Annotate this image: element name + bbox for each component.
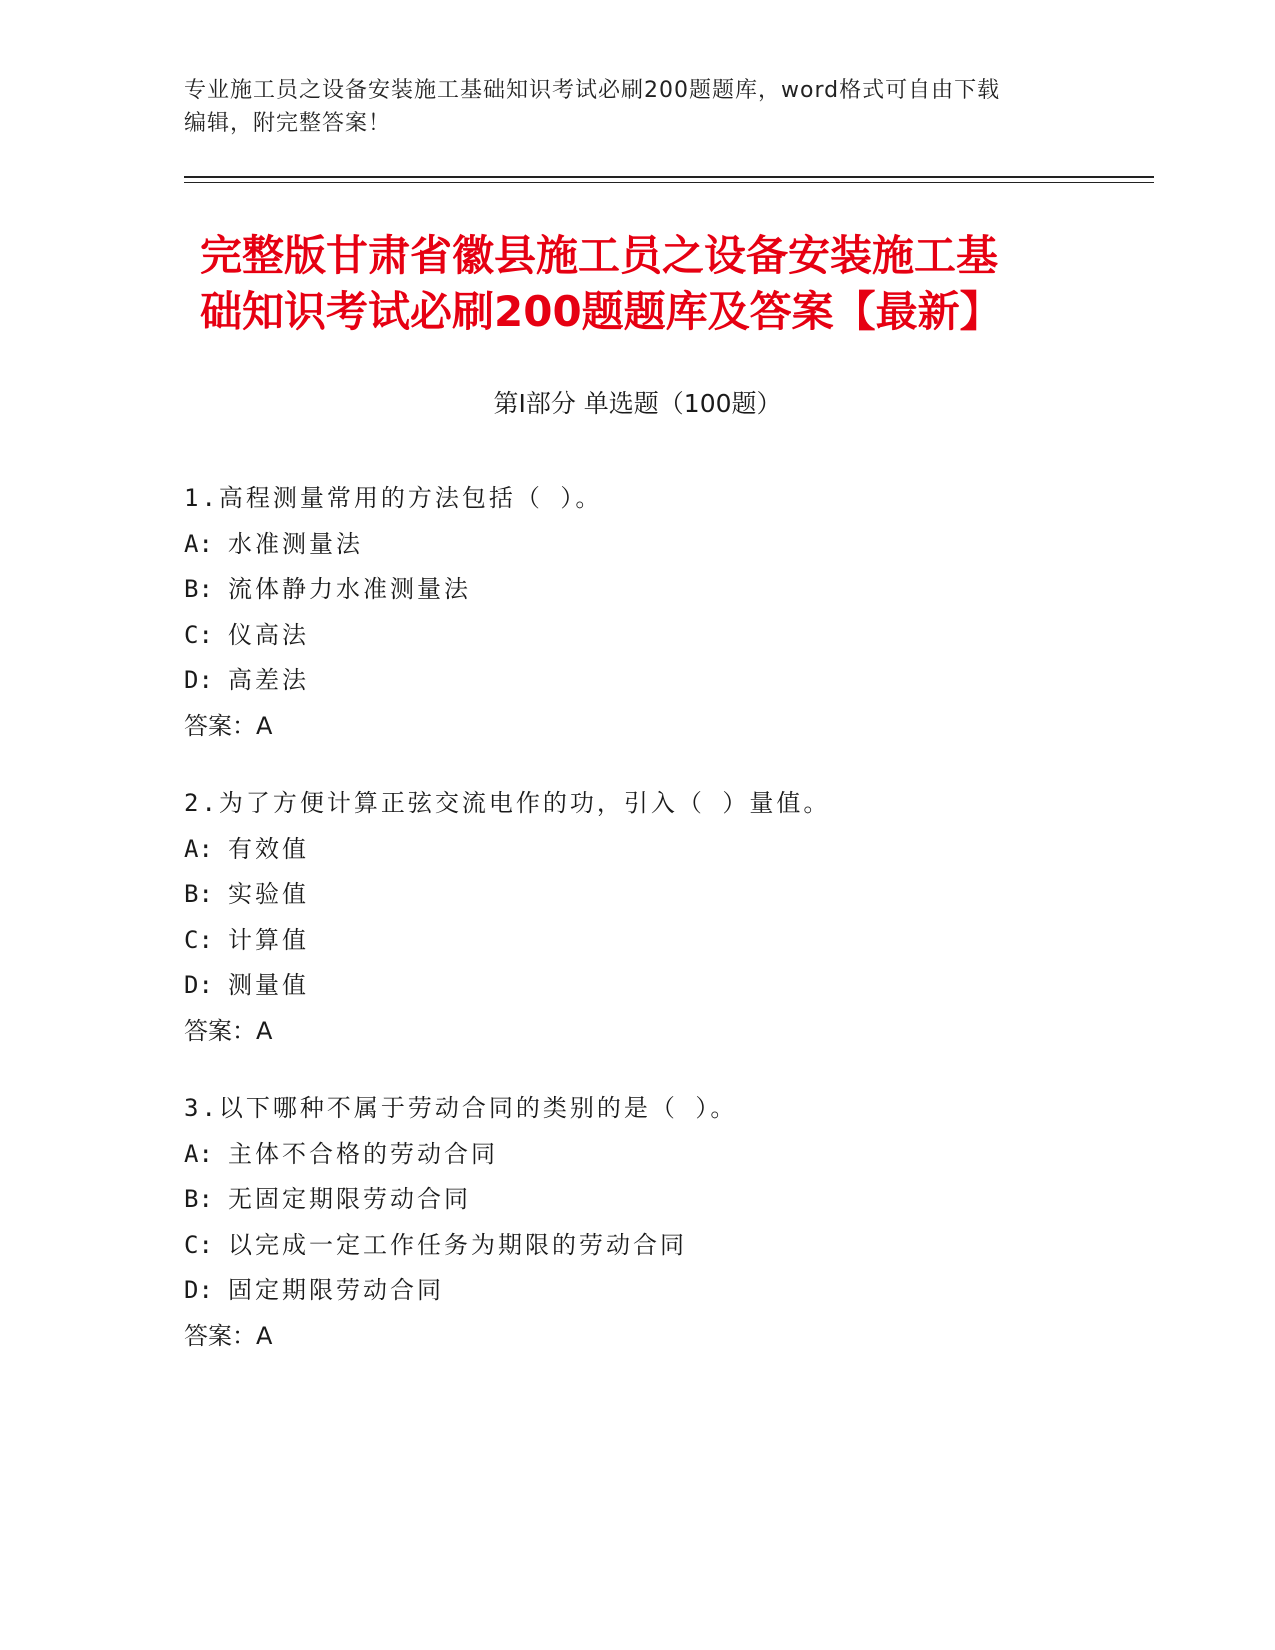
option-b [184,872,1134,918]
option-c [184,613,1134,659]
option-letter: C: [184,620,213,649]
option-d [184,658,1134,704]
option-text: 以完成一定工作任务为期限的劳动合同 [228,1230,687,1259]
answer-line: 答案：A [184,1016,273,1045]
document-title-line-1: 完整版甘肃省徽县施工员之设备安装施工基 [200,231,999,280]
section-title: 第Ⅰ部分 单选题（100题） [493,389,782,418]
header-note [184,74,1084,140]
question-text: 1.高程测量常用的方法包括（ ）。 [184,484,603,512]
option-letter: A: [184,529,213,558]
option-text: 计算值 [228,925,309,954]
option-text: 水准测量法 [228,529,363,558]
question-item [184,476,1134,749]
document-title-line-2: 础知识考试必刷200题题库及答案【最新】 [200,287,1002,336]
option-letter: D: [184,666,213,694]
option-text: 主体不合格的劳动合同 [228,1139,498,1168]
option-d [184,1268,1134,1314]
question-text: 3.以下哪种不属于劳动合同的类别的是（ ）。 [184,1094,738,1122]
option-text: 无固定期限劳动合同 [228,1185,471,1213]
option-text: 高差法 [228,666,309,694]
question-text: 2.为了方便计算正弦交流电作的功，引入（ ）量值。 [184,789,831,817]
option-text: 流体静力水准测量法 [228,575,471,603]
option-letter: A: [184,1139,213,1168]
option-d [184,963,1134,1009]
header-note-line-1: 专业施工员之设备安装施工基础知识考试必刷200题题库，word格式可自由下载 [184,78,1001,103]
option-text: 固定期限劳动合同 [228,1276,444,1304]
option-letter: A: [184,834,213,863]
option-c [184,1223,1134,1269]
question-list [184,476,1134,1391]
option-text: 测量值 [228,971,309,999]
option-c [184,918,1134,964]
option-a [184,522,1134,568]
option-text: 有效值 [228,834,309,863]
option-letter: B: [184,880,213,908]
question-item [184,781,1134,1054]
header-rule-thin [184,182,1154,183]
option-text: 实验值 [228,880,309,908]
option-a [184,1132,1134,1178]
option-letter: C: [184,1230,213,1259]
option-letter: D: [184,1276,213,1304]
header-note-line-2: 编辑，附完整答案！ [184,111,392,136]
document-title [200,228,1100,340]
option-letter: D: [184,971,213,999]
header-rule-thick [184,176,1154,178]
option-letter: B: [184,1185,213,1213]
option-b [184,567,1134,613]
option-text: 仪高法 [228,620,309,649]
option-a [184,827,1134,873]
option-letter: B: [184,575,213,603]
question-item [184,1086,1134,1359]
answer-line: 答案：A [184,711,273,740]
answer-line: 答案：A [184,1321,273,1350]
option-letter: C: [184,925,213,954]
option-b [184,1177,1134,1223]
